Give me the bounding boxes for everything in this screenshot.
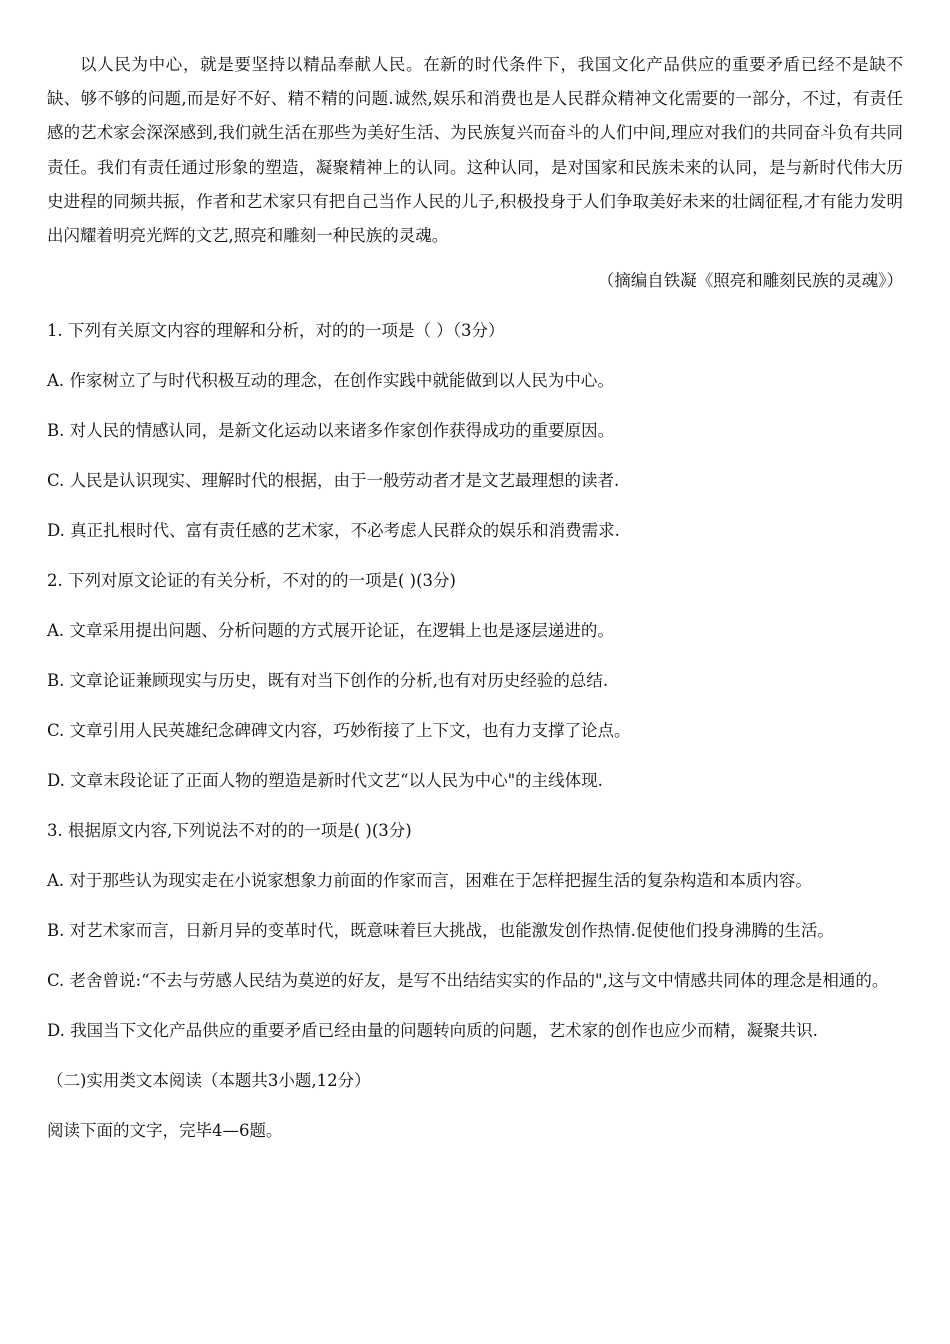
question-stem: 3. 根据原文内容,下列说法不对的的一项是( )(3分) [47, 821, 412, 841]
passage-source: （摘编自铁凝《照亮和雕刻民族的灵魂》） [597, 271, 903, 291]
option-d: D. 我国当下文化产品供应的重要矛盾已经由量的问题转向质的问题，艺术家的创作也应少而精，凝聚共识. [47, 1021, 818, 1041]
option-d: D. 文章末段论证了正面人物的塑造是新时代文艺“以人民为中心"的主线体现. [47, 771, 603, 791]
option-c: C. 文章引用人民英雄纪念碑碑文内容，巧妙衔接了上下文，也有力支撑了论点。 [47, 721, 631, 741]
option-a: A. 文章采用提出问题、分析问题的方式展开论证，在逻辑上也是逐层递进的。 [47, 621, 614, 641]
question-stem: 1. 下列有关原文内容的理解和分析，对的的一项是（ ）（3分） [47, 321, 505, 341]
section-instruction: 阅读下面的文字，完毕4—6题。 [47, 1121, 283, 1141]
passage-paragraph: 以人民为中心，就是要坚持以精品奉献人民。在新的时代条件下，我国文化产品供应的重要矛盾已经不是缺不缺、够不够的问题,而是好不好、精不精的问题.诚然,娱乐和消费也是人民群众精神文化需要的一部分，不过，有责任感的艺术家会深深感到,我们就生活在那些为美好生活、为民族复兴而奋斗的人们中间,理应对我们的共同奋斗负有共同责任。我们有责任通过形象的塑造，凝聚精神上的认同。这种认同，是对国家和民族未来的认同，是与新时代伟大历史进程的同频共振，作者和艺术家只有把自己当作人民的儿子,积极投身于人们争取美好未来的壮阔征程,才有能力发明出闪耀着明亮光辉的文艺,照亮和雕刻一种民族的灵魂。 [47, 55, 903, 246]
question-stem: 2. 下列对原文论证的有关分析，不对的的一项是( )(3分) [47, 571, 456, 591]
option-b: B. 文章论证兼顾现实与历史，既有对当下创作的分析,也有对历史经验的总结. [47, 671, 609, 691]
question-1 [47, 314, 903, 548]
question-3 [47, 814, 903, 1048]
option-a: A. 对于那些认为现实走在小说家想象力前面的作家而言，困难在于怎样把握生活的复杂构造和本质内容。 [47, 871, 812, 891]
option-a: A. 作家树立了与时代积极互动的理念，在创作实践中就能做到以人民为中心。 [47, 371, 614, 391]
option-c: C. 老舍曾说:“不去与劳感人民结为莫逆的好友，是写不出结结实实的作品的",这与文中情感共同体的理念是相通的。 [47, 971, 889, 991]
question-2 [47, 564, 903, 798]
document-page [47, 48, 903, 1148]
option-c: C. 人民是认识现实、理解时代的根据，由于一般劳动者才是文艺最理想的读者. [47, 471, 620, 491]
section-heading: （二)实用类文本阅读（本题共3小题,12分） [47, 1071, 371, 1091]
option-b: B. 对人民的情感认同，是新文化运动以来诸多作家创作获得成功的重要原因。 [47, 421, 615, 441]
option-b: B. 对艺术家而言，日新月异的变革时代，既意味着巨大挑战，也能激发创作热情.促使他们投身沸腾的生活。 [47, 921, 834, 941]
option-d: D. 真正扎根时代、富有责任感的艺术家，不必考虑人民群众的娱乐和消费需求. [47, 521, 620, 541]
